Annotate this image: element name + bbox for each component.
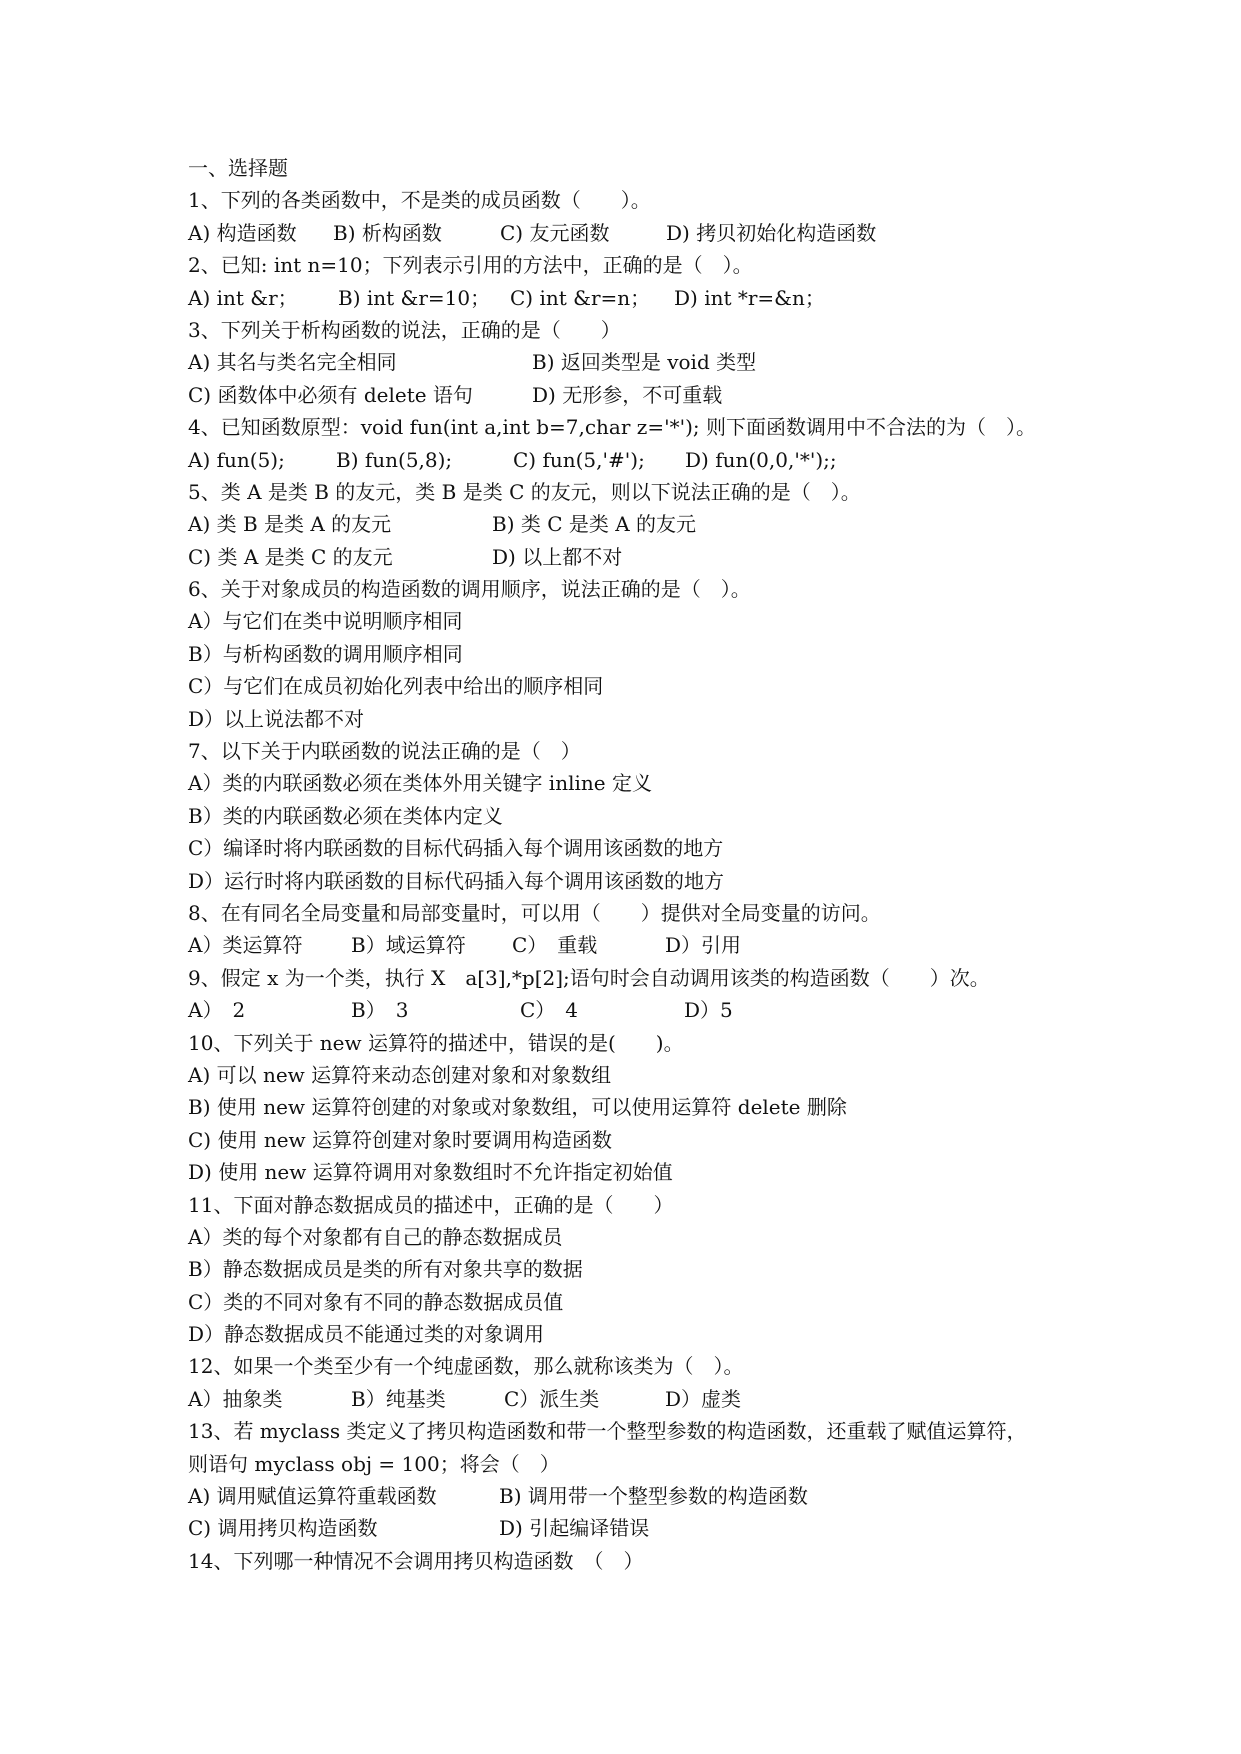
question-4-option-b: B) fun(5,8); xyxy=(336,447,453,472)
question-8-stem: 8、在有同名全局变量和局部变量时，可以用（ ）提供对全局变量的访问。 xyxy=(188,900,881,925)
question-13-options-row-1 xyxy=(188,1480,1088,1512)
question-1-option-b: B) 析构函数 xyxy=(333,220,442,245)
question-13-option-b: B) 调用带一个整型参数的构造函数 xyxy=(499,1484,808,1509)
question-9-option-a: A） 2 xyxy=(188,998,246,1023)
question-13-option-a: A) 调用赋值运算符重载函数 xyxy=(188,1484,437,1509)
question-1-options xyxy=(188,217,1088,249)
question-2-option-c: C) int &r=n； xyxy=(510,285,651,310)
question-10-option-c: C) 使用 new 运算符创建对象时要调用构造函数 xyxy=(188,1127,613,1152)
question-9-option-d: D）5 xyxy=(684,998,733,1023)
question-2-option-d: D) int *r=&n； xyxy=(674,285,825,310)
question-13-stem: 13、若 myclass 类定义了拷贝构造函数和带一个整型参数的构造函数，还重载了赋值运算符， xyxy=(188,1419,1027,1444)
question-3-option-a: A) 其名与类名完全相同 xyxy=(188,350,397,375)
question-8-options xyxy=(188,929,1088,961)
question-6-stem: 6、关于对象成员的构造函数的调用顺序，说法正确的是（ ）。 xyxy=(188,577,751,602)
question-4-stem: 4、已知函数原型：void fun(int a,int b=7,char z='*'); 则下面函数调用中不合法的为（ ）。 xyxy=(188,415,1036,440)
question-1-option-c: C) 友元函数 xyxy=(500,220,610,245)
question-9-stem: 9、假定 x 为一个类，执行 X a[3],*p[2];语句时会自动调用该类的构造函数（ ）次。 xyxy=(188,965,990,990)
question-8-option-a: A）类运算符 xyxy=(188,933,303,958)
question-1-option-d: D) 拷贝初始化构造函数 xyxy=(666,220,877,245)
question-11-option-c: C）类的不同对象有不同的静态数据成员值 xyxy=(188,1289,564,1314)
question-10-option-a: A) 可以 new 运算符来动态创建对象和对象数组 xyxy=(188,1062,612,1087)
question-5-options-row-2 xyxy=(188,541,1088,573)
question-1-option-a: A) 构造函数 xyxy=(188,220,297,245)
question-4-option-d: D) fun(0,0,'*');; xyxy=(685,447,837,472)
question-5-option-b: B) 类 C 是类 A 的友元 xyxy=(492,512,697,537)
question-5-option-d: D) 以上都不对 xyxy=(492,544,623,569)
question-13-options-row-2 xyxy=(188,1512,1088,1544)
question-3-stem: 3、下列关于析构函数的说法，正确的是（ ） xyxy=(188,317,621,342)
question-10-option-b: B) 使用 new 运算符创建的对象或对象数组，可以使用运算符 delete 删除 xyxy=(188,1095,847,1120)
question-13-stem-continued: 则语句 myclass obj = 100；将会（ ） xyxy=(188,1451,560,1476)
question-12-options xyxy=(188,1383,1088,1415)
question-11-option-a: A）类的每个对象都有自己的静态数据成员 xyxy=(188,1224,563,1249)
question-9-option-b: B） 3 xyxy=(351,998,409,1023)
question-3-option-d: D) 无形参，不可重载 xyxy=(532,382,723,407)
question-2-option-a: A) int &r； xyxy=(188,285,298,310)
question-3-option-c: C) 函数体中必须有 delete 语句 xyxy=(188,382,473,407)
question-5-option-c: C) 类 A 是类 C 的友元 xyxy=(188,544,393,569)
question-12-stem: 12、如果一个类至少有一个纯虚函数，那么就称该类为（ ）。 xyxy=(188,1354,744,1379)
question-2-stem: 2、已知: int n=10；下列表示引用的方法中，正确的是（ ）。 xyxy=(188,253,753,278)
question-5-option-a: A) 类 B 是类 A 的友元 xyxy=(188,512,392,537)
question-6-option-b: B）与析构函数的调用顺序相同 xyxy=(188,641,463,666)
question-13-option-d: D) 引起编译错误 xyxy=(499,1516,650,1541)
question-11-option-b: B）静态数据成员是类的所有对象共享的数据 xyxy=(188,1257,583,1282)
question-10-stem: 10、下列关于 new 运算符的描述中，错误的是( )。 xyxy=(188,1030,684,1055)
question-14-stem: 14、下列哪一种情况不会调用拷贝构造函数 （ ） xyxy=(188,1548,644,1573)
question-12-option-d: D）虚类 xyxy=(665,1386,742,1411)
question-3-options-row-2 xyxy=(188,379,1088,411)
question-7-option-b: B）类的内联函数必须在类体内定义 xyxy=(188,803,503,828)
question-12-option-a: A）抽象类 xyxy=(188,1386,283,1411)
question-12-option-c: C）派生类 xyxy=(504,1386,600,1411)
question-1-stem: 1、下列的各类函数中，不是类的成员函数（ ）。 xyxy=(188,188,651,213)
question-7-option-a: A）类的内联函数必须在类体外用关键字 inline 定义 xyxy=(188,771,652,796)
question-9-option-c: C） 4 xyxy=(520,998,579,1023)
exam-content xyxy=(188,152,1088,1577)
question-7-option-d: D）运行时将内联函数的目标代码插入每个调用该函数的地方 xyxy=(188,868,725,893)
question-8-option-b: B）域运算符 xyxy=(351,933,466,958)
question-6-option-a: A）与它们在类中说明顺序相同 xyxy=(188,609,463,634)
question-7-option-c: C）编译时将内联函数的目标代码插入每个调用该函数的地方 xyxy=(188,836,724,861)
question-3-options-row-1 xyxy=(188,346,1088,378)
question-12-option-b: B）纯基类 xyxy=(351,1386,446,1411)
question-2-options xyxy=(188,282,1088,314)
question-13-option-c: C) 调用拷贝构造函数 xyxy=(188,1516,378,1541)
question-4-option-a: A) fun(5); xyxy=(188,447,285,472)
question-10-option-d: D) 使用 new 运算符调用对象数组时不允许指定初始值 xyxy=(188,1160,673,1185)
question-11-option-d: D）静态数据成员不能通过类的对象调用 xyxy=(188,1322,545,1347)
question-5-stem: 5、类 A 是类 B 的友元，类 B 是类 C 的友元，则以下说法正确的是（ ）。 xyxy=(188,479,861,504)
question-6-option-d: D）以上说法都不对 xyxy=(188,706,365,731)
section-title: 一、选择题 xyxy=(188,156,288,180)
question-8-option-d: D）引用 xyxy=(665,933,742,958)
question-3-option-b: B) 返回类型是 void 类型 xyxy=(532,350,757,375)
question-8-option-c: C） 重载 xyxy=(512,933,598,958)
question-4-option-c: C) fun(5,'#'); xyxy=(513,447,645,472)
question-5-options-row-1 xyxy=(188,508,1088,540)
question-7-stem: 7、以下关于内联函数的说法正确的是（ ） xyxy=(188,739,581,764)
question-6-option-c: C）与它们在成员初始化列表中给出的顺序相同 xyxy=(188,674,604,699)
question-9-options xyxy=(188,994,1088,1026)
question-11-stem: 11、下面对静态数据成员的描述中，正确的是（ ） xyxy=(188,1192,674,1217)
question-2-option-b: B) int &r=10； xyxy=(338,285,491,310)
question-4-options xyxy=(188,444,1088,476)
